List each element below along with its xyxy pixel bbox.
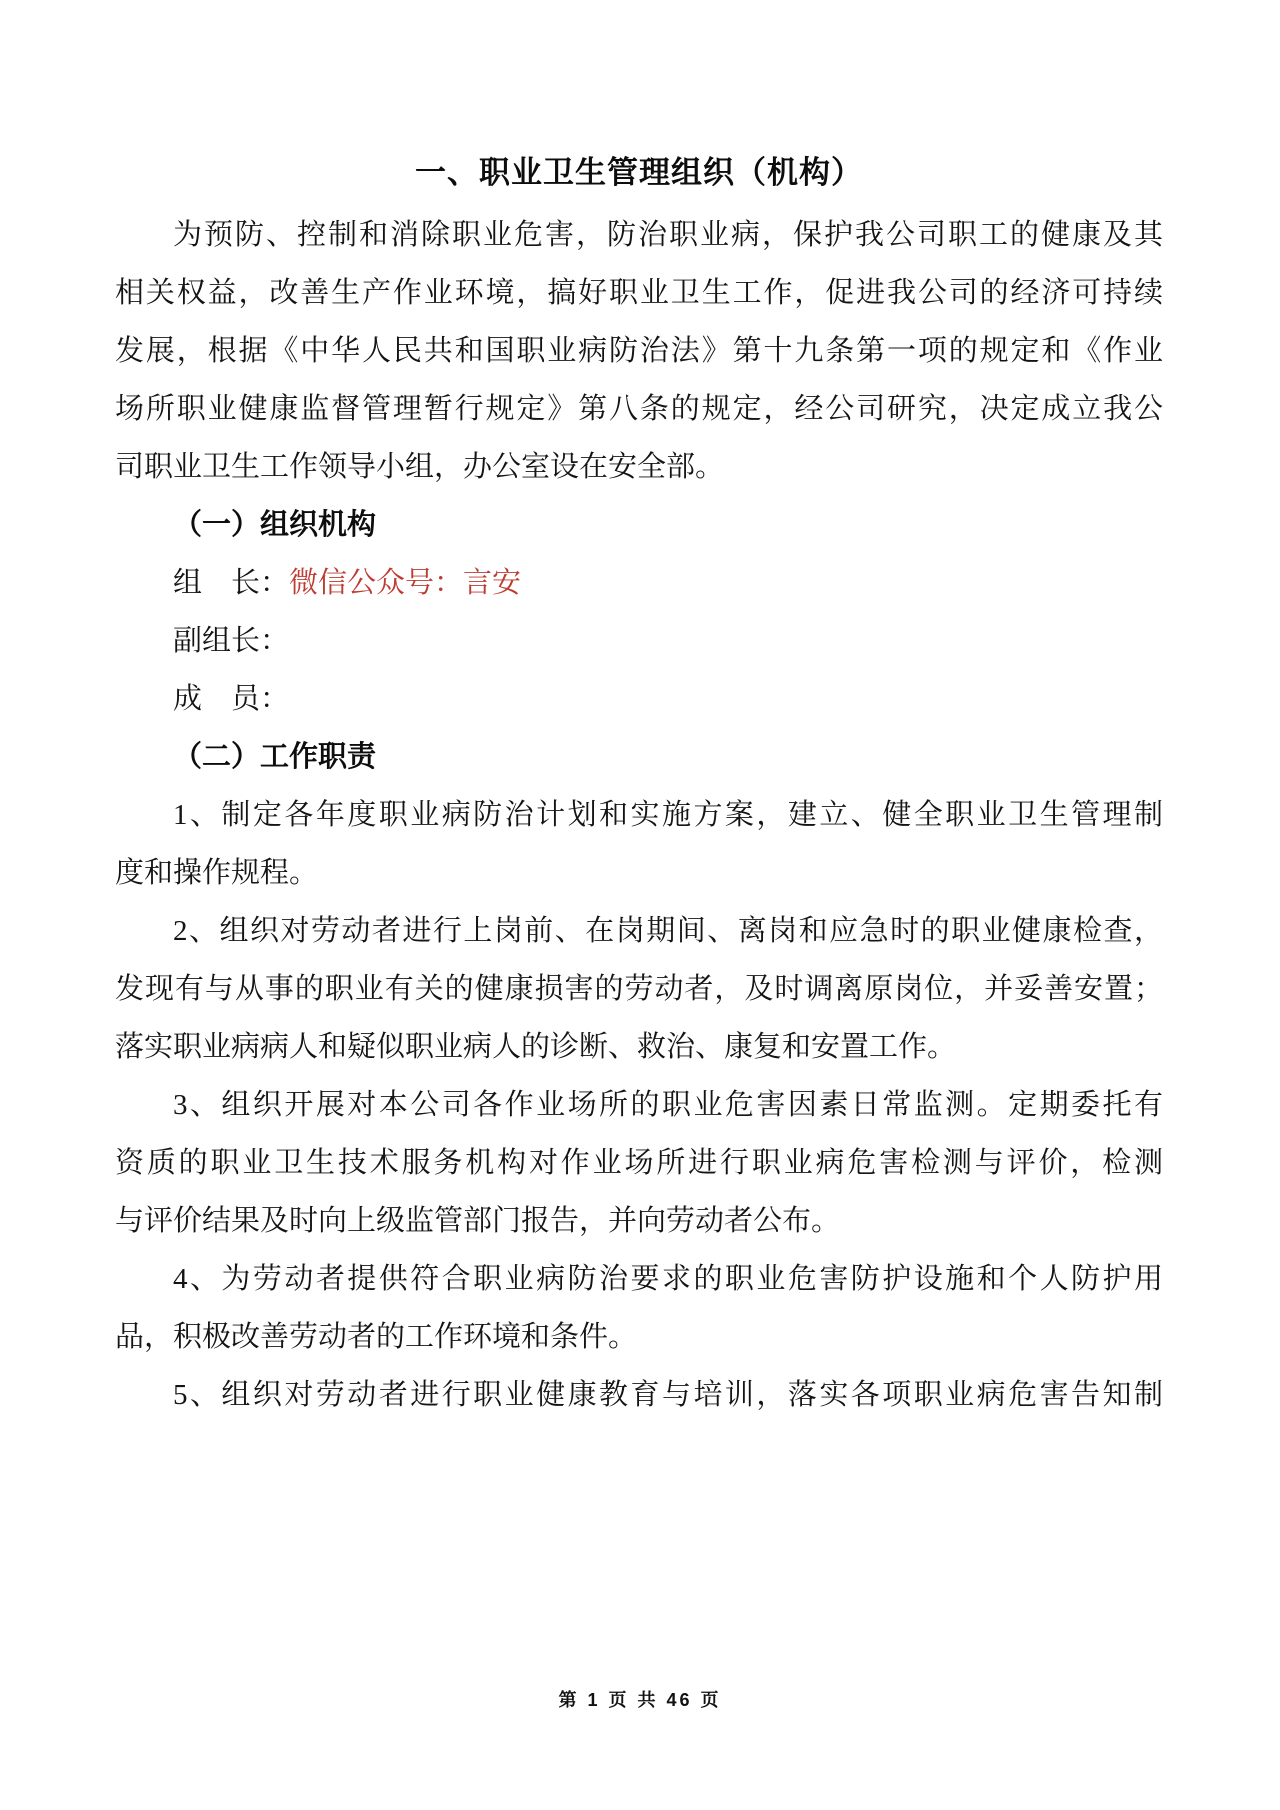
intro-line: 为预防、控制和消除职业危害，防治职业病，保护我公司职工的健康及其 xyxy=(173,219,1163,251)
duty-line: 发现有与从事的职业有关的健康损害的劳动者，及时调离原岗位，并妥善安置； xyxy=(115,973,1163,1005)
duty-line: 度和操作规程。 xyxy=(115,857,319,889)
group-leader-value: 微信公众号：言安 xyxy=(289,567,522,599)
duty-line: 3、组织开展对本公司各作业场所的职业危害因素日常监测。定期委托有 xyxy=(173,1089,1163,1121)
duty-line: 资质的职业卫生技术服务机构对作业场所进行职业病危害检测与评价，检测 xyxy=(115,1147,1163,1179)
members-label: 成 员： xyxy=(173,683,290,715)
deputy-leader-label: 副组长： xyxy=(173,625,290,657)
duty-line: 4、为劳动者提供符合职业病防治要求的职业危害防护设施和个人防护用 xyxy=(173,1263,1163,1295)
document-body xyxy=(115,140,1163,1424)
page-number: 第 1 页 共 46 页 xyxy=(558,1690,722,1710)
section1-heading: （一）组织机构 xyxy=(173,509,377,541)
intro-line: 场所职业健康监督管理暂行规定》第八条的规定，经公司研究，决定成立我公 xyxy=(115,393,1163,425)
duty-line: 5、组织对劳动者进行职业健康教育与培训，落实各项职业病危害告知制 xyxy=(173,1379,1163,1411)
duty-line: 落实职业病病人和疑似职业病人的诊断、救治、康复和安置工作。 xyxy=(115,1031,957,1063)
group-leader-label: 组 长： xyxy=(173,567,290,599)
duty-line: 2、组织对劳动者进行上岗前、在岗期间、离岗和应急时的职业健康检查， xyxy=(173,915,1163,947)
intro-line: 相关权益，改善生产作业环境，搞好职业卫生工作，促进我公司的经济可持续 xyxy=(115,277,1163,309)
section2-heading: （二）工作职责 xyxy=(173,741,377,773)
intro-line: 司职业卫生工作领导小组，办公室设在安全部。 xyxy=(115,451,725,483)
duty-line: 1、制定各年度职业病防治计划和实施方案，建立、健全职业卫生管理制 xyxy=(173,799,1163,831)
duty-line: 品，积极改善劳动者的工作环境和条件。 xyxy=(115,1321,638,1353)
intro-line: 发展，根据《中华人民共和国职业病防治法》第十九条第一项的规定和《作业 xyxy=(115,335,1163,367)
document-title: 一、职业卫生管理组织（机构） xyxy=(415,155,863,190)
group-leader-line xyxy=(115,554,1163,612)
duty-line: 与评价结果及时向上级监管部门报告，并向劳动者公布。 xyxy=(115,1205,841,1237)
